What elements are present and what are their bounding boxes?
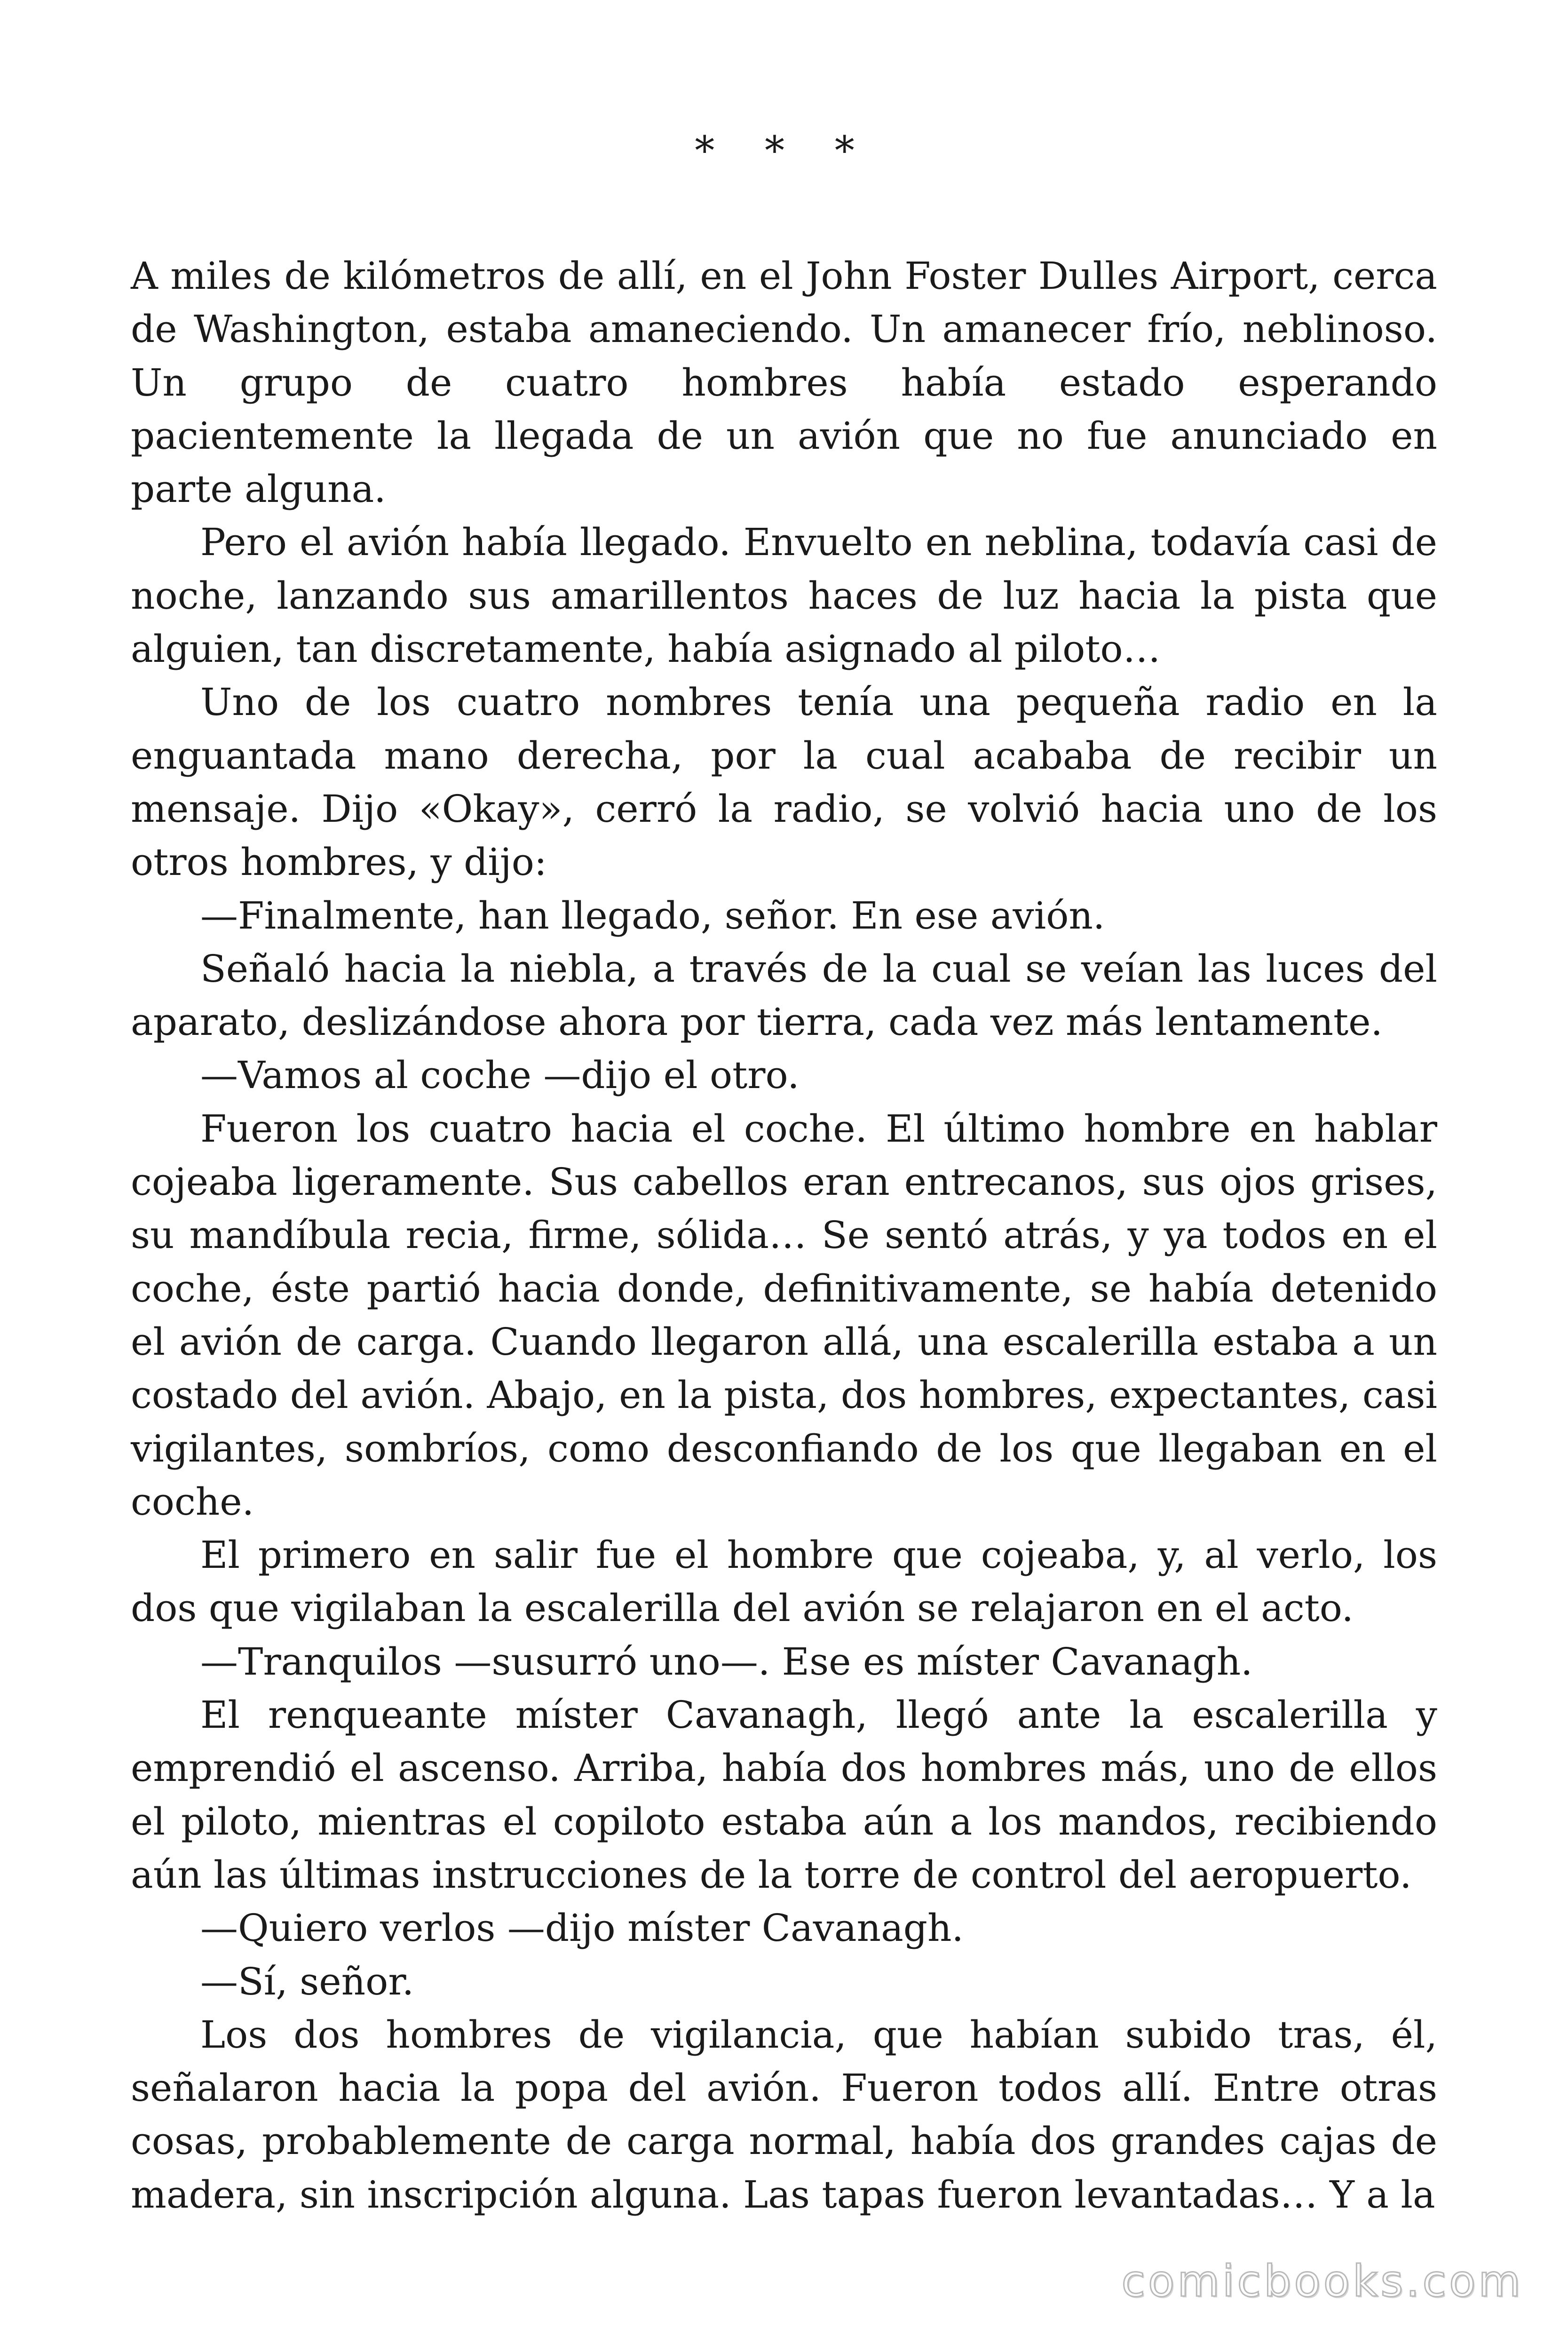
paragraph: El primero en salir fue el hombre que cojeaba, y, al verlo, los dos que vigilaban la escalerilla del avión se relajaron en el acto. <box>131 1533 1437 1630</box>
site-watermark: comicbooks.com <box>1121 2256 1523 2306</box>
dialogue-line: —Sí, señor. <box>200 1959 414 2003</box>
body-text <box>131 249 1437 2221</box>
paragraph: Uno de los cuatro nombres tenía una pequeña radio en la enguantada mano derecha, por la cual acababa de recibir un mensaje. Dijo «Okay», cerró la radio, se volvió hacia uno de los otros hombres, y dijo: <box>131 680 1437 884</box>
section-separator: * * * <box>695 127 873 174</box>
dialogue-line: —Quiero verlos —dijo míster Cavanagh. <box>200 1906 964 1950</box>
dialogue-line: —Vamos al coche —dijo el otro. <box>200 1053 800 1097</box>
dialogue-line: —Tranquilos —susurró uno—. Ese es míster Cavanagh. <box>200 1639 1253 1684</box>
paragraph: Pero el avión había llegado. Envuelto en neblina, todavía casi de noche, lanzando sus amarillentos haces de luz hacia la pista que alguien, tan discretamente, había asignado al piloto… <box>131 520 1437 671</box>
paragraph: A miles de kilómetros de allí, en el John Foster Dulles Airport, cerca de Washington, estaba amaneciendo. Un amanecer frío, neblinoso. Un grupo de cuatro hombres había estado esperando pacientemente la llegada de un avión que no fue anunciado en parte alguna. <box>131 254 1437 511</box>
paragraph: Fueron los cuatro hacia el coche. El último hombre en hablar cojeaba ligeramente. Sus cabellos eran entrecanos, sus ojos grises, su mandíbula recia, firme, sólida… Se sentó atrás, y ya todos en el coche, éste partió hacia donde, definitivamente, se había detenido el avión de carga. Cuando llegaron allá, una escalerilla estaba a un costado del avión. Abajo, en la pista, dos hombres, expectantes, casi vigilantes, sombríos, como desconfiando de los que llegaban en el coche. <box>131 1106 1437 1524</box>
paragraph: Señaló hacia la niebla, a través de la cual se veían las luces del aparato, deslizándose ahora por tierra, cada vez más lentamente. <box>131 946 1437 1044</box>
paragraph: Los dos hombres de vigilancia, que habían subido tras, él, señalaron hacia la popa del avión. Fueron todos allí. Entre otras cosas, probablemente de carga normal, había dos grandes cajas de madera, sin inscripción alguna. Las tapas fueron levantadas… Y a la <box>131 2012 1437 2217</box>
paragraph: El renqueante míster Cavanagh, llegó ante la escalerilla y emprendió el ascenso. Arriba, había dos hombres más, uno de ellos el piloto, mientras el copiloto estaba aún a los mandos, recibiendo aún las últimas instrucciones de la torre de control del aeropuerto. <box>131 1693 1437 1897</box>
dialogue-line: —Finalmente, han llegado, señor. En ese avión. <box>200 893 1105 938</box>
